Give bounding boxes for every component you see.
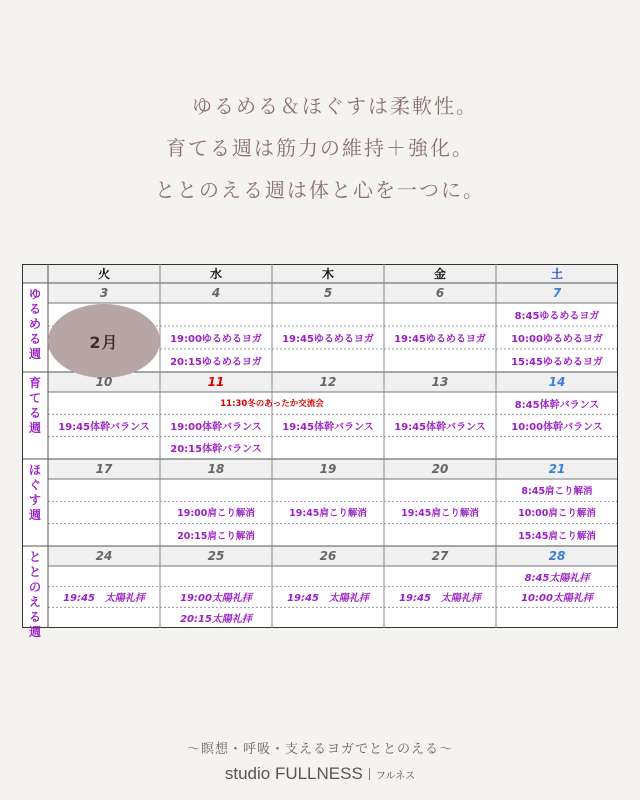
date-cell: 24 bbox=[95, 549, 113, 563]
class-entry: 20:15肩こり解消 bbox=[177, 530, 255, 542]
class-entry: 19:45体幹バランス bbox=[282, 421, 374, 433]
class-entry: 8:45体幹バランス bbox=[514, 399, 600, 411]
class-entry: 15:45肩こり解消 bbox=[518, 530, 596, 542]
class-entry: 20:15体幹バランス bbox=[170, 444, 262, 456]
class-entry: 19:45ゆるめるヨガ bbox=[282, 334, 374, 345]
date-cell: 28 bbox=[548, 549, 566, 563]
intro-line-1: ゆるめる＆ほぐすは柔軟性。 bbox=[192, 94, 478, 118]
class-entry: 19:45 太陽礼拝 bbox=[399, 593, 481, 605]
day-header: 金 bbox=[433, 267, 446, 281]
brand-name: studio FULLNESS bbox=[224, 764, 363, 783]
date-cell: 26 bbox=[319, 549, 337, 563]
date-cell: 25 bbox=[207, 549, 225, 563]
class-entry: 10:00太陽礼拝 bbox=[521, 593, 593, 605]
footer-brand bbox=[0, 764, 640, 784]
class-entry: 19:00ゆるめるヨガ bbox=[170, 334, 262, 345]
class-entry: 19:45 太陽礼拝 bbox=[287, 593, 369, 605]
date-cell: 18 bbox=[207, 462, 225, 476]
date-cell: 21 bbox=[548, 462, 566, 476]
day-header: 木 bbox=[321, 267, 334, 281]
week-label: ほ ぐ す 週 bbox=[28, 463, 41, 522]
intro-line-3: ととのえる週は体と心を一つに。 bbox=[155, 178, 485, 202]
class-entry: 10:00体幹バランス bbox=[511, 421, 603, 433]
date-cell: 6 bbox=[435, 286, 445, 300]
date-cell: 12 bbox=[319, 375, 337, 389]
brand-divider bbox=[369, 768, 370, 780]
week-label: 育 て る 週 bbox=[28, 376, 41, 435]
day-header: 水 bbox=[209, 267, 222, 281]
date-cell: 20 bbox=[431, 462, 449, 476]
week-label: と と の え る 週 bbox=[28, 550, 41, 639]
date-cell: 4 bbox=[211, 286, 221, 300]
date-cell: 11 bbox=[207, 375, 225, 389]
class-entry: 8:45肩こり解消 bbox=[521, 486, 593, 498]
class-entry: 19:00肩こり解消 bbox=[177, 508, 255, 520]
class-entry: 10:00肩こり解消 bbox=[518, 508, 596, 520]
date-cell: 14 bbox=[548, 375, 566, 389]
class-entry: 19:45肩こり解消 bbox=[289, 508, 367, 520]
class-entry: 19:00体幹バランス bbox=[170, 421, 262, 433]
date-cell: 27 bbox=[431, 549, 449, 563]
month-badge bbox=[48, 304, 160, 378]
class-entry: 15:45ゆるめるヨガ bbox=[511, 357, 603, 368]
class-entry: 8:45太陽礼拝 bbox=[524, 572, 590, 584]
day-header: 火 bbox=[97, 267, 110, 281]
schedule-table bbox=[22, 264, 618, 639]
class-entry: 20:15ゆるめるヨガ bbox=[170, 357, 262, 368]
date-cell: 19 bbox=[319, 462, 337, 476]
class-entry: 20:15太陽礼拝 bbox=[180, 614, 252, 626]
class-entry: 19:45 太陽礼拝 bbox=[63, 593, 145, 605]
special-event: 11:30冬のあったか交流会 bbox=[220, 399, 324, 410]
brand-kana: フルネス bbox=[375, 770, 416, 782]
class-entry: 19:45体幹バランス bbox=[394, 421, 486, 433]
week-label: ゆ る め る 週 bbox=[28, 287, 41, 361]
month-label: 2月 bbox=[89, 332, 119, 352]
class-entry: 8:45ゆるめるヨガ bbox=[514, 311, 600, 322]
date-cell: 10 bbox=[95, 375, 113, 389]
date-cell: 13 bbox=[431, 375, 449, 389]
date-cell: 3 bbox=[99, 286, 109, 300]
intro-line-2: 育てる週は筋力の維持＋強化。 bbox=[166, 136, 474, 160]
class-entry: 19:00太陽礼拝 bbox=[180, 593, 252, 605]
date-cell: 7 bbox=[552, 286, 562, 300]
class-entry: 19:45体幹バランス bbox=[58, 421, 150, 433]
date-cell: 17 bbox=[95, 462, 113, 476]
class-entry: 19:45肩こり解消 bbox=[401, 508, 479, 520]
date-cell: 5 bbox=[323, 286, 333, 300]
day-header: 土 bbox=[550, 267, 563, 281]
footer-tagline: ～瞑想・呼吸・支えるヨガでととのえる～ bbox=[186, 742, 453, 757]
class-entry: 19:45ゆるめるヨガ bbox=[394, 334, 486, 345]
intro-text bbox=[0, 85, 640, 211]
class-entry: 10:00ゆるめるヨガ bbox=[511, 334, 603, 345]
